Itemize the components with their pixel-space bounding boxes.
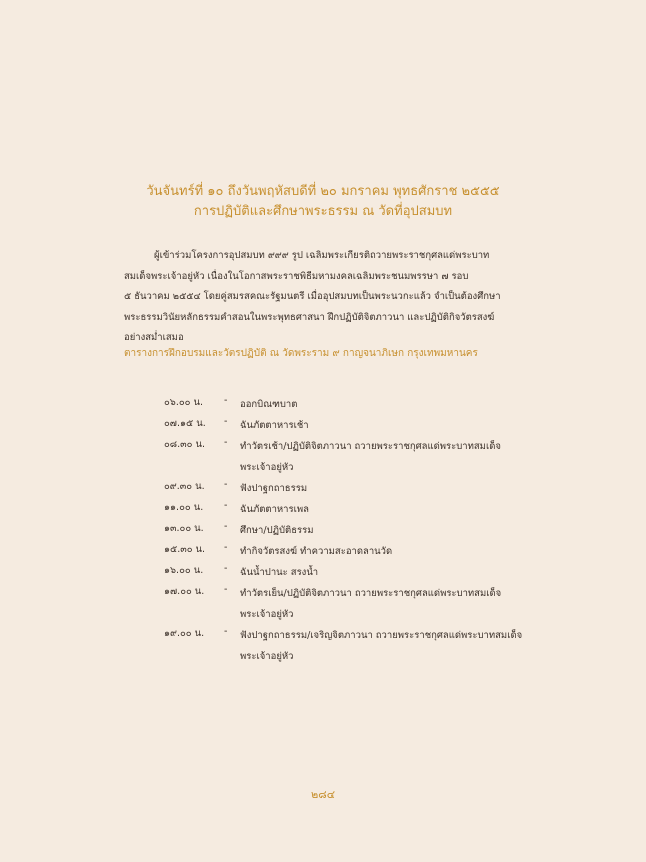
schedule-dash: - bbox=[224, 584, 228, 595]
schedule-row bbox=[0, 521, 646, 542]
activity-line: พระเจ้าอยู่หัว bbox=[240, 461, 294, 473]
activity-line: ฉันน้ำปานะ สรงน้ำ bbox=[240, 567, 319, 578]
schedule-activity bbox=[240, 479, 530, 500]
schedule-row bbox=[0, 626, 646, 668]
activity-line: ทำวัตรเย็น/ปฏิบัติจิตภาวนา ถวายพระราชกุศลแด่พระบาทสมเด็จ bbox=[240, 588, 502, 599]
schedule-list bbox=[0, 395, 646, 668]
schedule-time: ๐๖.๐๐ น. bbox=[164, 397, 203, 408]
activity-line: ทำวัตรเช้า/ปฏิบัติจิตภาวนา ถวายพระราชกุศลแด่พระบาทสมเด็จ bbox=[240, 441, 501, 452]
heading-line-2: การปฏิบัติและศึกษาพระธรรม ณ วัดที่อุปสมบท bbox=[193, 204, 453, 219]
schedule-time: ๑๗.๐๐ น. bbox=[164, 586, 205, 597]
schedule-activity bbox=[240, 416, 530, 437]
schedule-title: ตารางการฝึกอบรมและวัตรปฏิบัติ ณ วัดพระราม ๙ กาญจนาภิเษก กรุงเทพมหานคร bbox=[124, 348, 478, 359]
heading-line-1: วันจันทร์ที่ ๑๐ ถึงวันพฤหัสบดีที่ ๒๐ มกราคม พุทธศักราช ๒๕๕๕ bbox=[146, 184, 500, 199]
paragraph-line: ๕ ธันวาคม ๒๕๕๔ โดยคู่สมรสคณะรัฐมนตรี เมื่ออุปสมบทเป็นพระนวกะแล้ว จำเป็นต้องศึกษา bbox=[124, 291, 501, 302]
schedule-activity bbox=[240, 563, 530, 584]
schedule-time: ๑๙.๐๐ น. bbox=[164, 628, 205, 639]
paragraph-line: พระธรรมวินัยหลักธรรมคำสอนในพระพุทธศาสนา ฝึกปฏิบัติจิตภาวนา และปฏิบัติกิจวัตรสงฆ์ bbox=[124, 311, 495, 323]
schedule-activity bbox=[240, 500, 530, 521]
activity-line: ฉันภัตตาหารเพล bbox=[240, 504, 309, 515]
schedule-row bbox=[0, 395, 646, 416]
paragraph-line: ผู้เข้าร่วมโครงการอุปสมบท ๙๙๙ รูป เฉลิมพระเกียรติถวายพระราชกุศลแด่พระบาท bbox=[154, 250, 490, 261]
schedule-time: ๐๙.๓๐ น. bbox=[164, 481, 205, 492]
schedule-time: ๑๖.๐๐ น. bbox=[164, 565, 204, 576]
schedule-dash: - bbox=[224, 500, 228, 511]
schedule-dash: - bbox=[224, 563, 228, 574]
page-heading bbox=[0, 182, 646, 222]
activity-line: ฉันภัตตาหารเช้า bbox=[240, 420, 309, 431]
schedule-row bbox=[0, 479, 646, 500]
schedule-row bbox=[0, 500, 646, 521]
schedule-time: ๑๓.๐๐ น. bbox=[164, 523, 204, 534]
schedule-row bbox=[0, 437, 646, 479]
activity-line: ศึกษา/ปฏิบัติธรรม bbox=[240, 525, 314, 536]
paragraph-line: สมเด็จพระเจ้าอยู่หัว เนื่องในโอกาสพระราชพิธีมหามงคลเฉลิมพระชนมพรรษา ๗ รอบ bbox=[124, 270, 469, 282]
schedule-activity bbox=[240, 521, 530, 542]
activity-line: ฟังปาฐกถาธรรม bbox=[240, 483, 308, 494]
schedule-activity bbox=[240, 626, 530, 667]
schedule-activity bbox=[240, 395, 530, 416]
schedule-activity bbox=[240, 542, 530, 563]
activity-line: พระเจ้าอยู่หัว bbox=[240, 650, 294, 662]
schedule-activity bbox=[240, 437, 530, 478]
schedule-time: ๐๗.๑๕ น. bbox=[164, 418, 206, 429]
schedule-row bbox=[0, 584, 646, 626]
schedule-time: ๑๑.๐๐ น. bbox=[164, 502, 204, 513]
body-paragraph bbox=[124, 246, 532, 349]
schedule-row bbox=[0, 416, 646, 437]
activity-line: ออกบิณฑบาต bbox=[240, 399, 298, 410]
schedule-row bbox=[0, 563, 646, 584]
schedule-time: ๑๕.๓๐ น. bbox=[164, 544, 206, 555]
schedule-activity bbox=[240, 584, 530, 625]
paragraph-line: อย่างสม่ำเสมอ bbox=[124, 332, 184, 343]
activity-line: พระเจ้าอยู่หัว bbox=[240, 608, 294, 620]
page-number: ๒๘๔ bbox=[310, 788, 336, 801]
schedule-dash: - bbox=[224, 479, 228, 490]
schedule-dash: - bbox=[224, 542, 228, 553]
schedule-row bbox=[0, 542, 646, 563]
schedule-dash: - bbox=[224, 437, 228, 448]
activity-line: ฟังปาฐกถาธรรม/เจริญจิตภาวนา ถวายพระราชกุศลแด่พระบาทสมเด็จ bbox=[240, 630, 523, 641]
schedule-dash: - bbox=[224, 521, 228, 532]
schedule-time: ๐๘.๓๐ น. bbox=[164, 439, 205, 450]
activity-line: ทำกิจวัตรสงฆ์ ทำความสะอาดลานวัด bbox=[240, 546, 393, 557]
schedule-dash: - bbox=[224, 626, 228, 637]
schedule-dash: - bbox=[224, 416, 228, 427]
schedule-dash: - bbox=[224, 395, 228, 406]
